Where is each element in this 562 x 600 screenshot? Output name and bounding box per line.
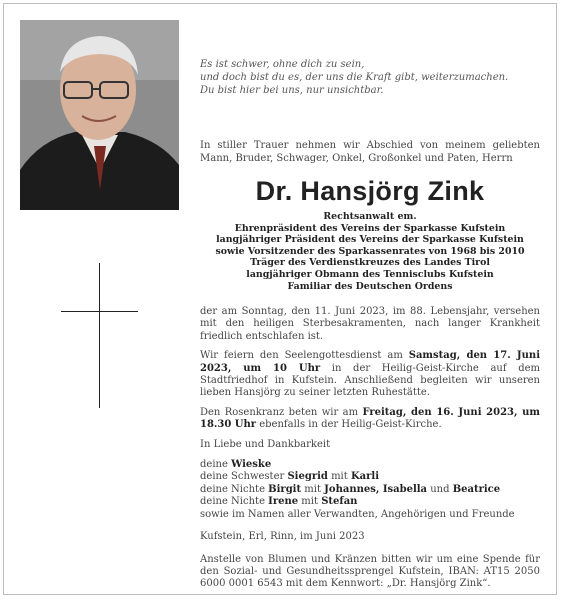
rosary-date: Freitag, den 16. Juni 2023, um 18.30 Uhr <box>200 406 540 431</box>
honor-line: langjähriger Präsident des Vereins der Sparkasse Kufstein <box>216 234 524 246</box>
mourner-line: deine Schwester Siegrid mit Karli <box>200 471 379 483</box>
mourner-line: sowie im Namen aller Verwandten, Angehörigen und Freunde <box>200 508 515 520</box>
intro-text: In stiller Trauer nehmen wir Abschied von meinem geliebten Mann, Bruder, Schwager, Onkel, Großonkel und Paten, Herrn <box>200 140 540 164</box>
mass-pre: Wir feiern den Seelengottesdienst am <box>200 350 409 362</box>
deceased-name: Dr. Hansjörg Zink <box>255 176 485 206</box>
cross-icon-bar <box>61 311 138 312</box>
honor-line: langjähriger Obmann des Tennisclubs Kufstein <box>246 268 494 280</box>
donation-text: Anstelle von Blumen und Kränzen bitten wir um eine Spende für den Sozial- und Gesundheitssprengel Kufstein, IBAN: AT15 2050 6000 0001 6543 mit dem Kennwort: „Dr. Hansjörg Zink“. <box>200 553 540 590</box>
mourners-heading: In Liebe und Dankbarkeit <box>200 438 331 450</box>
mourner-line: deine Nichte Birgit mit Johannes, Isabella und Beatrice <box>200 483 501 495</box>
funeral-mass-text <box>200 350 540 400</box>
honors-list <box>200 211 540 292</box>
notice-body <box>200 306 540 598</box>
place-date: Kufstein, Erl, Rinn, im Juni 2023 <box>200 531 365 543</box>
honor-line: sowie Vorsitzender des Sparkassenrates von 1968 bis 2010 <box>215 245 525 257</box>
mourner-line: deine Nichte Irene mit Stefan <box>200 496 358 508</box>
mourner-line: deine Wieske <box>200 459 272 471</box>
memorial-quote <box>200 58 540 97</box>
rosary-pre: Den Rosenkranz beten wir am <box>200 406 363 418</box>
quote-line: und doch bist du es, der uns die Kraft gibt, weiterzumachen. <box>200 72 509 83</box>
portrait-photo <box>20 20 179 210</box>
honor-line: Familiar des Deutschen Ordens <box>287 280 453 292</box>
mass-post: in der Heilig-Geist-Kirche auf dem Stadtfriedhof in Kufstein. Anschließend begleiten wir unseren lieben Hansjörg zu seiner letzten Ruhestätte. <box>200 362 540 399</box>
mass-date: Samstag, den 17. Juni 2023, um 10 Uhr <box>200 350 540 374</box>
honor-line: Träger des Verdienstkreuzes des Landes Tirol <box>250 257 490 269</box>
death-text: der am Sonntag, den 11. Juni 2023, im 88. Lebensjahr, versehen mit den heiligen Sterbesakramenten, nach langer Krankheit friedlich entschlafen ist. <box>200 306 540 342</box>
honor-line: Rechtsanwalt em. <box>323 211 417 222</box>
honor-line: Ehrenpräsident des Vereins der Sparkasse Kufstein <box>234 222 506 234</box>
cross-icon <box>99 263 100 408</box>
mourners-list <box>200 439 540 521</box>
rosary-text <box>200 407 540 432</box>
quote-line: Es ist schwer, ohne dich zu sein, <box>200 59 365 70</box>
rosary-post: ebenfalls in der Heilig-Geist-Kirche. <box>256 419 442 431</box>
quote-line: Du bist hier bei uns, nur unsichtbar. <box>200 85 384 96</box>
